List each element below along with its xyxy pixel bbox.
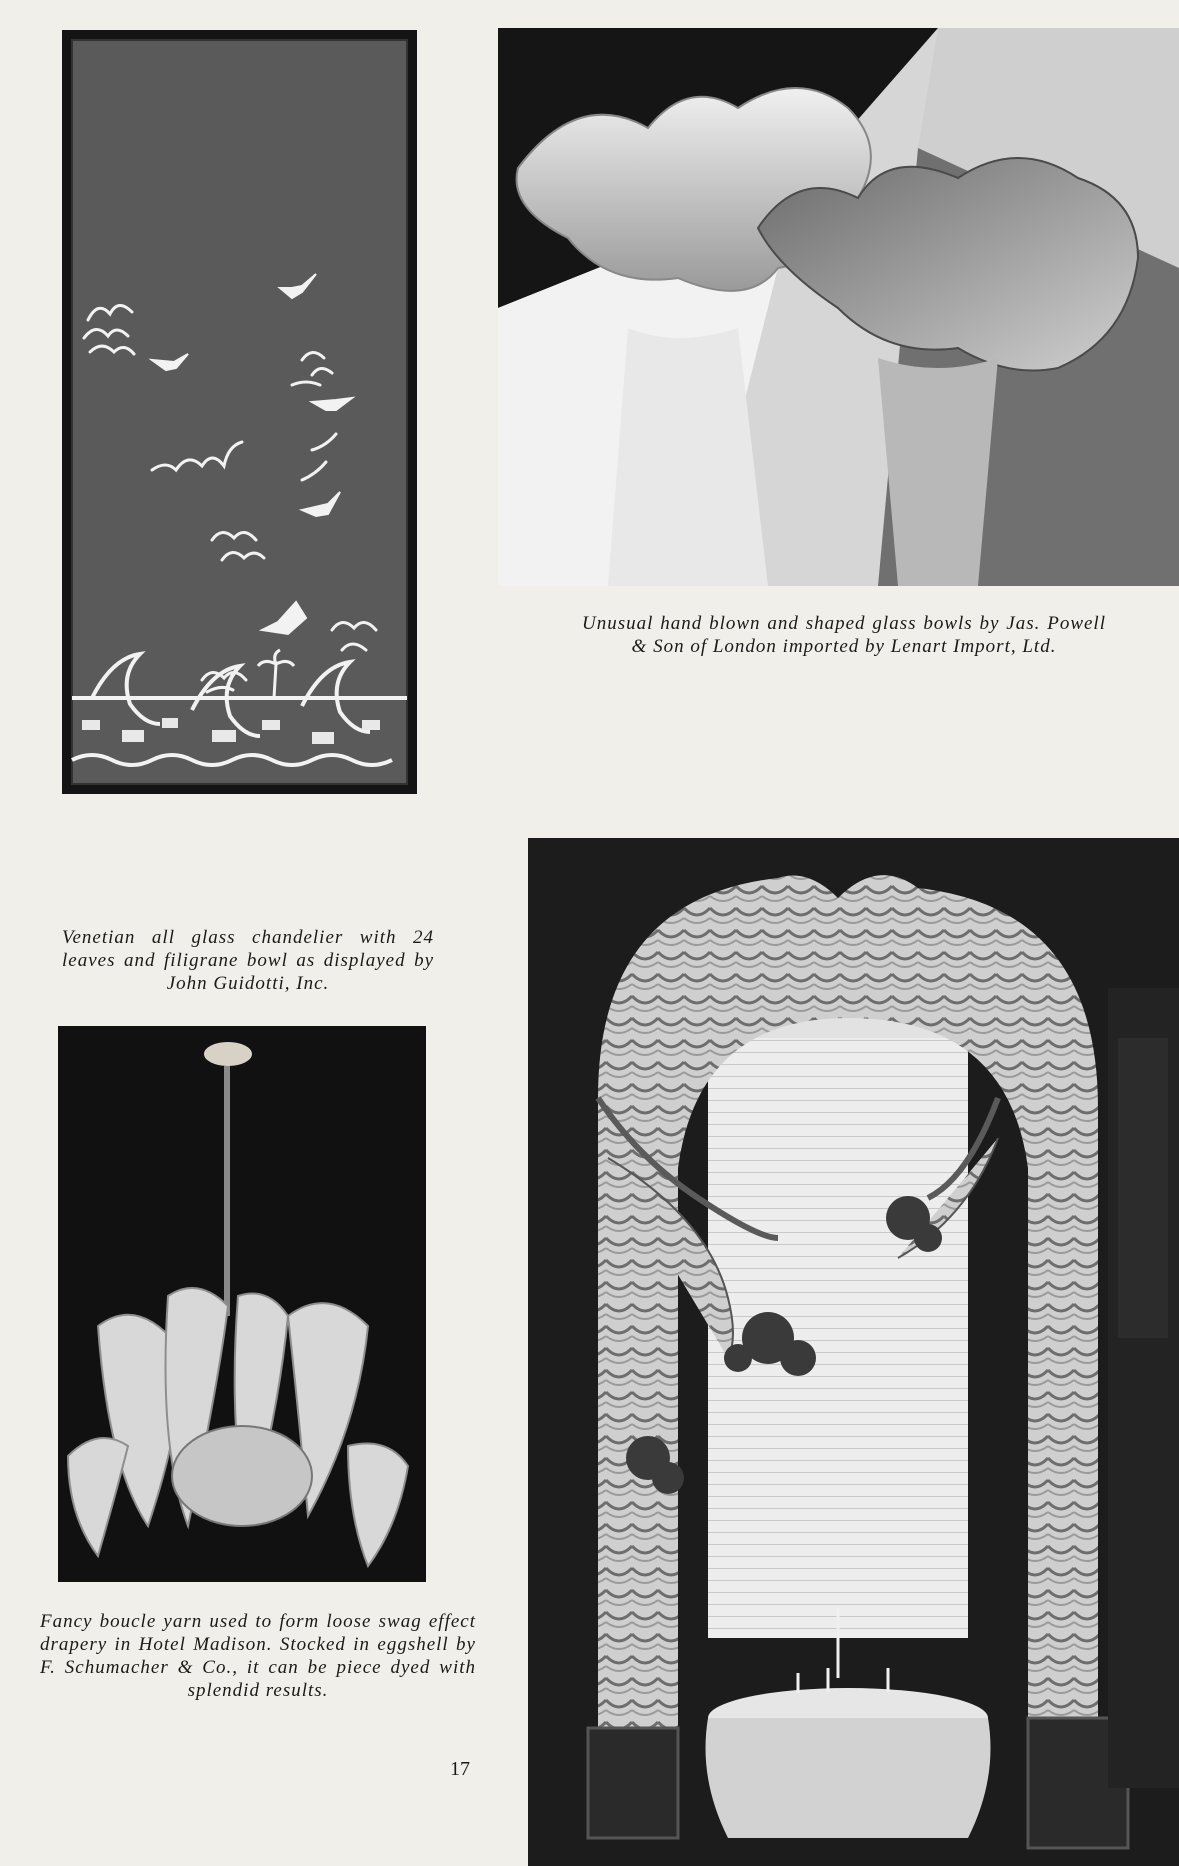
drapery-caption: Fancy boucle yarn used to form loose swag effect drapery in Hotel Madison. Stocked in eggshell by F. Schumacher & Co., it can be piece dyed with splendid results. bbox=[40, 1611, 476, 1701]
page-number: 17 bbox=[450, 1758, 470, 1780]
embroidered-panel-photo bbox=[62, 30, 417, 794]
chandelier-caption: Venetian all glass chandelier with 24 leaves and filigrane bowl as displayed by John Guidotti, Inc. bbox=[62, 927, 434, 994]
glass-bowls-photo bbox=[498, 28, 1179, 586]
chandelier-photo bbox=[58, 1026, 426, 1582]
drapery-alcove-photo bbox=[528, 838, 1179, 1866]
glass-bowls-caption: Unusual hand blown and shaped glass bowls by Jas. Powell & Son of London imported by Lenart Import, Ltd. bbox=[582, 613, 1106, 657]
